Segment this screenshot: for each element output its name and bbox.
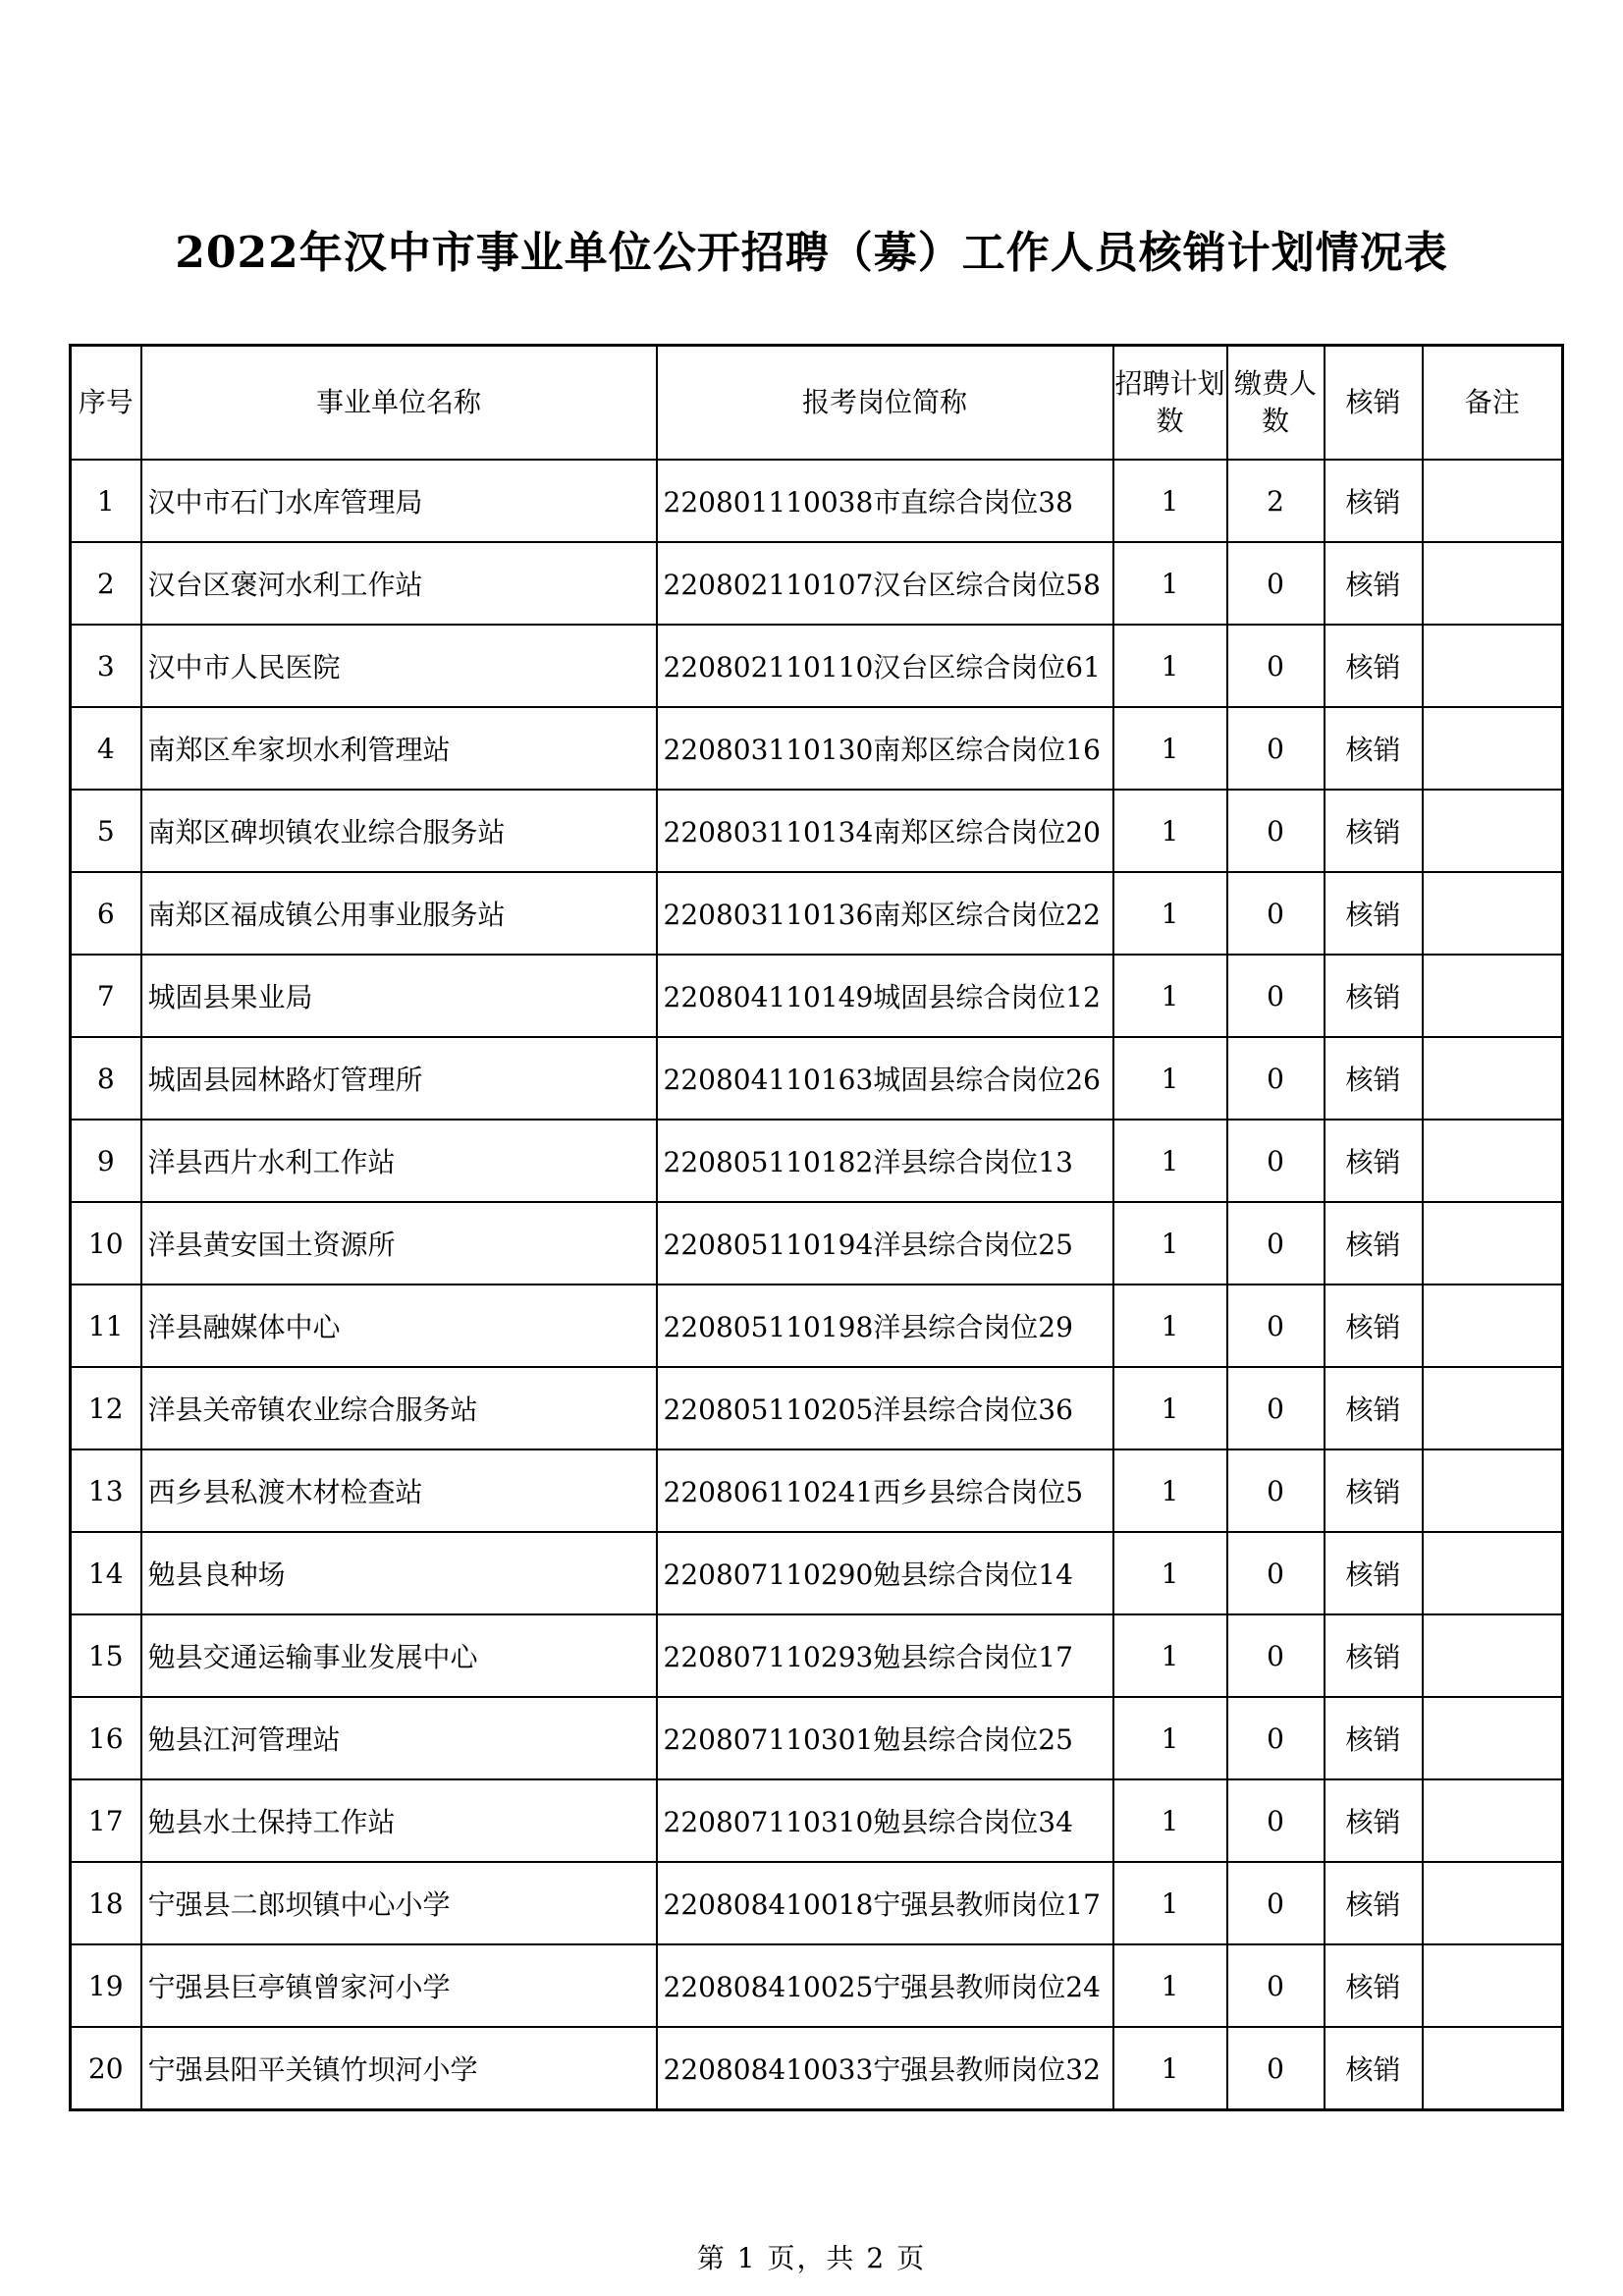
cell-paid: 0 (1227, 1779, 1325, 1862)
cell-seq: 17 (71, 1779, 141, 1862)
cell-seq: 10 (71, 1202, 141, 1285)
cell-unit: 洋县黄安国土资源所 (141, 1202, 657, 1285)
cell-note (1423, 1614, 1563, 1697)
cell-seq: 16 (71, 1697, 141, 1779)
table-row (71, 1120, 1563, 1202)
cell-status: 核销 (1325, 1449, 1423, 1532)
cell-position: 220808410018宁强县教师岗位17 (657, 1862, 1113, 1944)
cell-unit: 南郑区牟家坝水利管理站 (141, 707, 657, 790)
cell-note (1423, 2027, 1563, 2110)
cell-position: 220802110107汉台区综合岗位58 (657, 542, 1113, 625)
cell-paid: 0 (1227, 707, 1325, 790)
cell-seq: 8 (71, 1037, 141, 1120)
cell-unit: 勉县江河管理站 (141, 1697, 657, 1779)
cell-note (1423, 1037, 1563, 1120)
cell-position: 220804110149城固县综合岗位12 (657, 955, 1113, 1037)
cell-plan: 1 (1113, 1862, 1227, 1944)
header-position: 报考岗位简称 (657, 346, 1113, 461)
cell-paid: 0 (1227, 1202, 1325, 1285)
table-row (71, 2027, 1563, 2110)
cell-unit: 勉县水土保持工作站 (141, 1779, 657, 1862)
cell-note (1423, 1532, 1563, 1614)
cell-note (1423, 707, 1563, 790)
cell-paid: 2 (1227, 460, 1325, 542)
table-row (71, 1862, 1563, 1944)
cell-note (1423, 1285, 1563, 1367)
cell-position: 220805110198洋县综合岗位29 (657, 1285, 1113, 1367)
cell-plan: 1 (1113, 1367, 1227, 1449)
cell-paid: 0 (1227, 872, 1325, 955)
table-row (71, 707, 1563, 790)
header-note: 备注 (1423, 346, 1563, 461)
cell-paid: 0 (1227, 1944, 1325, 2027)
table-row (71, 1037, 1563, 1120)
cell-note (1423, 790, 1563, 872)
page-title: 2022年汉中市事业单位公开招聘（募）工作人员核销计划情况表 (175, 228, 1448, 278)
cell-plan: 1 (1113, 1202, 1227, 1285)
table-row (71, 1697, 1563, 1779)
cell-paid: 0 (1227, 1367, 1325, 1449)
cell-plan: 1 (1113, 1037, 1227, 1120)
cell-unit: 南郑区福成镇公用事业服务站 (141, 872, 657, 955)
table-row (71, 1779, 1563, 1862)
cell-note (1423, 1449, 1563, 1532)
cell-paid: 0 (1227, 1120, 1325, 1202)
cell-note (1423, 1944, 1563, 2027)
cell-status: 核销 (1325, 1532, 1423, 1614)
cell-plan: 1 (1113, 625, 1227, 707)
cell-plan: 1 (1113, 955, 1227, 1037)
cell-seq: 18 (71, 1862, 141, 1944)
cell-unit: 洋县西片水利工作站 (141, 1120, 657, 1202)
cell-note (1423, 1202, 1563, 1285)
cell-note (1423, 872, 1563, 955)
cell-position: 220803110130南郑区综合岗位16 (657, 707, 1113, 790)
table-row (71, 1614, 1563, 1697)
header-plan: 招聘计划数 (1113, 346, 1227, 461)
cell-unit: 汉中市人民医院 (141, 625, 657, 707)
cell-status: 核销 (1325, 707, 1423, 790)
cell-status: 核销 (1325, 790, 1423, 872)
cell-plan: 1 (1113, 2027, 1227, 2110)
header-seq: 序号 (71, 346, 141, 461)
table-header-row (71, 346, 1563, 461)
cell-plan: 1 (1113, 1779, 1227, 1862)
cell-seq: 12 (71, 1367, 141, 1449)
cell-note (1423, 625, 1563, 707)
table-row (71, 790, 1563, 872)
cell-position: 220808410033宁强县教师岗位32 (657, 2027, 1113, 2110)
cell-unit: 汉台区褒河水利工作站 (141, 542, 657, 625)
cell-seq: 9 (71, 1120, 141, 1202)
cell-seq: 3 (71, 625, 141, 707)
table-row (71, 1285, 1563, 1367)
cell-note (1423, 955, 1563, 1037)
cell-note (1423, 542, 1563, 625)
cell-status: 核销 (1325, 625, 1423, 707)
cell-status: 核销 (1325, 542, 1423, 625)
cell-status: 核销 (1325, 1037, 1423, 1120)
cancellation-table (69, 344, 1564, 2111)
table-row (71, 1367, 1563, 1449)
cell-status: 核销 (1325, 1614, 1423, 1697)
cell-paid: 0 (1227, 1697, 1325, 1779)
table-row (71, 955, 1563, 1037)
table-row (71, 625, 1563, 707)
cell-status: 核销 (1325, 1779, 1423, 1862)
cell-plan: 1 (1113, 1697, 1227, 1779)
cell-plan: 1 (1113, 1532, 1227, 1614)
cell-plan: 1 (1113, 1944, 1227, 2027)
table-row (71, 1449, 1563, 1532)
cell-seq: 4 (71, 707, 141, 790)
page-footer: 第 1 页，共 2 页 (696, 2242, 927, 2274)
cell-seq: 20 (71, 2027, 141, 2110)
cell-seq: 6 (71, 872, 141, 955)
cell-status: 核销 (1325, 1862, 1423, 1944)
table-row (71, 460, 1563, 542)
cell-position: 220803110136南郑区综合岗位22 (657, 872, 1113, 955)
cell-plan: 1 (1113, 542, 1227, 625)
cell-position: 220801110038市直综合岗位38 (657, 460, 1113, 542)
cell-status: 核销 (1325, 1944, 1423, 2027)
cell-note (1423, 1697, 1563, 1779)
cell-unit: 汉中市石门水库管理局 (141, 460, 657, 542)
cell-status: 核销 (1325, 1697, 1423, 1779)
cell-paid: 0 (1227, 1862, 1325, 1944)
cell-paid: 0 (1227, 625, 1325, 707)
cell-paid: 0 (1227, 1037, 1325, 1120)
cell-paid: 0 (1227, 1532, 1325, 1614)
cell-seq: 5 (71, 790, 141, 872)
cell-position: 220807110290勉县综合岗位14 (657, 1532, 1113, 1614)
table-row (71, 542, 1563, 625)
cell-unit: 宁强县二郎坝镇中心小学 (141, 1862, 657, 1944)
table-row (71, 1532, 1563, 1614)
cell-paid: 0 (1227, 955, 1325, 1037)
cell-note (1423, 1367, 1563, 1449)
cell-unit: 南郑区碑坝镇农业综合服务站 (141, 790, 657, 872)
cell-position: 220805110205洋县综合岗位36 (657, 1367, 1113, 1449)
cell-status: 核销 (1325, 460, 1423, 542)
cell-unit: 城固县果业局 (141, 955, 657, 1037)
cell-position: 220807110310勉县综合岗位34 (657, 1779, 1113, 1862)
cell-position: 220804110163城固县综合岗位26 (657, 1037, 1113, 1120)
cell-plan: 1 (1113, 1614, 1227, 1697)
cell-status: 核销 (1325, 1285, 1423, 1367)
cell-note (1423, 1862, 1563, 1944)
cell-plan: 1 (1113, 460, 1227, 542)
cell-seq: 19 (71, 1944, 141, 2027)
cell-plan: 1 (1113, 1285, 1227, 1367)
cell-paid: 0 (1227, 1449, 1325, 1532)
cell-status: 核销 (1325, 1367, 1423, 1449)
cell-plan: 1 (1113, 872, 1227, 955)
cell-unit: 洋县融媒体中心 (141, 1285, 657, 1367)
cell-status: 核销 (1325, 872, 1423, 955)
cell-note (1423, 1120, 1563, 1202)
cell-plan: 1 (1113, 1449, 1227, 1532)
cell-paid: 0 (1227, 1285, 1325, 1367)
cell-paid: 0 (1227, 2027, 1325, 2110)
cell-plan: 1 (1113, 1120, 1227, 1202)
cell-plan: 1 (1113, 790, 1227, 872)
table-row (71, 872, 1563, 955)
table-row (71, 1202, 1563, 1285)
cell-unit: 勉县交通运输事业发展中心 (141, 1614, 657, 1697)
cell-unit: 宁强县巨亭镇曾家河小学 (141, 1944, 657, 2027)
cell-position: 220802110110汉台区综合岗位61 (657, 625, 1113, 707)
header-status: 核销 (1325, 346, 1423, 461)
cell-seq: 7 (71, 955, 141, 1037)
cell-note (1423, 1779, 1563, 1862)
cell-paid: 0 (1227, 1614, 1325, 1697)
cell-unit: 勉县良种场 (141, 1532, 657, 1614)
cell-unit: 洋县关帝镇农业综合服务站 (141, 1367, 657, 1449)
cell-unit: 西乡县私渡木材检查站 (141, 1449, 657, 1532)
cell-status: 核销 (1325, 955, 1423, 1037)
table-body (71, 460, 1563, 2110)
cell-seq: 2 (71, 542, 141, 625)
header-paid: 缴费人数 (1227, 346, 1325, 461)
cell-unit: 宁强县阳平关镇竹坝河小学 (141, 2027, 657, 2110)
cell-status: 核销 (1325, 1202, 1423, 1285)
cell-position: 220805110182洋县综合岗位13 (657, 1120, 1113, 1202)
table-row (71, 1944, 1563, 2027)
cell-seq: 1 (71, 460, 141, 542)
cell-paid: 0 (1227, 542, 1325, 625)
cell-paid: 0 (1227, 790, 1325, 872)
cell-status: 核销 (1325, 1120, 1423, 1202)
cell-position: 220806110241西乡县综合岗位5 (657, 1449, 1113, 1532)
cell-position: 220808410025宁强县教师岗位24 (657, 1944, 1113, 2027)
cell-position: 220807110293勉县综合岗位17 (657, 1614, 1113, 1697)
cell-position: 220805110194洋县综合岗位25 (657, 1202, 1113, 1285)
cell-plan: 1 (1113, 707, 1227, 790)
cell-unit: 城固县园林路灯管理所 (141, 1037, 657, 1120)
cell-seq: 11 (71, 1285, 141, 1367)
cell-seq: 15 (71, 1614, 141, 1697)
cell-position: 220803110134南郑区综合岗位20 (657, 790, 1113, 872)
cell-status: 核销 (1325, 2027, 1423, 2110)
cell-position: 220807110301勉县综合岗位25 (657, 1697, 1113, 1779)
cell-seq: 14 (71, 1532, 141, 1614)
cell-seq: 13 (71, 1449, 141, 1532)
header-unit: 事业单位名称 (141, 346, 657, 461)
cell-note (1423, 460, 1563, 542)
